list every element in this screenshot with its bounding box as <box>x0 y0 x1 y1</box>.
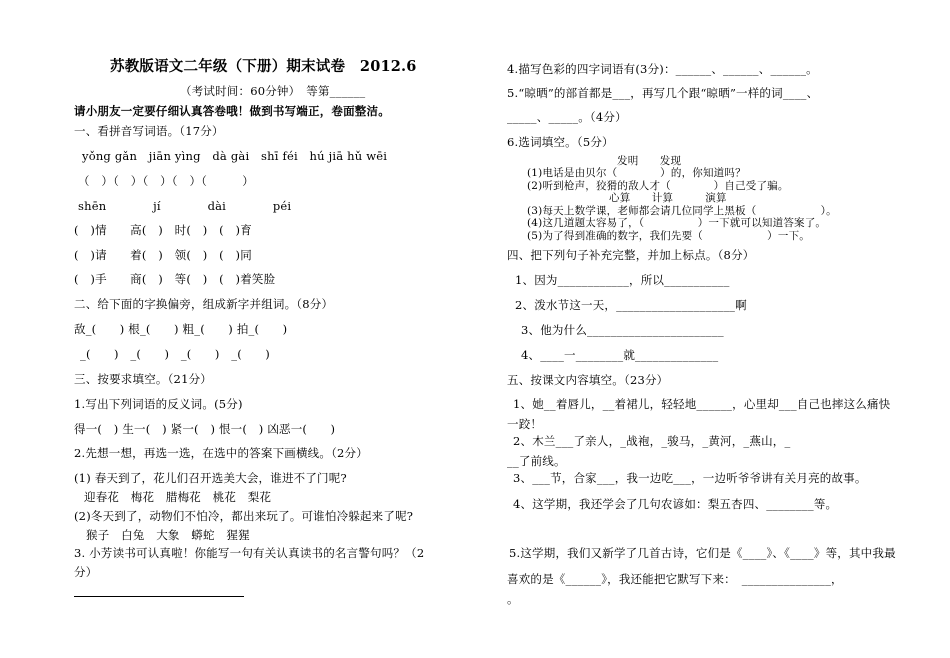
sentence-6-2: (2)听到枪声，狡猾的敌人才（ ）自己受了骗。 <box>527 180 789 192</box>
sentence-5-5a: 5.这学期，我们又新学了几首古诗，它们是《____》、《____》等，其中我最 <box>509 546 896 560</box>
sentence-5-3: 3、___节，合家___，我一边吃___，一边听爷爷讲有关月亮的故事。 <box>513 471 867 485</box>
radical-row-1: 敌_( ) 根_( ) 粗_( ) 拍_( ) <box>74 322 288 336</box>
exam-subtitle: （考试时间：60分钟） 等第______ <box>180 84 366 98</box>
sentence-5-1a: 1、她__着唇儿，__着裙儿，轻轻地______，心里却___自己也摔这么痛快 <box>513 397 891 411</box>
sentence-6-4: (4)这几道题太容易了，（ ）一下就可以知道答案了。 <box>527 217 827 229</box>
sentence-5-5b: 喜欢的是《______》，我还能把它默写下来： _______________， <box>507 572 843 586</box>
sentence-6-5: (5)为了得到准确的数字，我们先要（ ）一下。 <box>527 230 810 242</box>
exam-title: 苏教版语文二年级（下册）期末试卷 2012.6 <box>110 58 417 75</box>
question-2: 2.先想一想，再选一选，在选中的答案下画横线。（2分） <box>74 446 368 460</box>
word-choices-2: 心算 计算 演算 <box>609 192 727 204</box>
sentence-5-2a: 2、木兰___了亲人，_战袍，_骏马，_黄河，_燕山，_ <box>513 434 791 448</box>
question-5-line-1: 5.“晾晒”的部首都是___，再写几个跟“晾晒”一样的词____、 <box>507 86 819 100</box>
section-2-heading: 二、给下面的字换偏旁，组成新字并组词。（8分） <box>74 297 334 311</box>
question-6: 6.选词填空。（5分） <box>507 135 614 149</box>
pinyin-row-2: shēn jí dài péi <box>78 199 292 213</box>
sentence-5-2b: __了前线。 <box>507 454 566 468</box>
section-3-heading: 三、按要求填空。（21分） <box>74 372 212 386</box>
fill-row-b: ( )请 着( ) 领( ) ( )同 <box>74 248 252 262</box>
section-5-heading: 五、按课文内容填空。（23分） <box>507 373 669 387</box>
sentence-4-4: 4、____一________就______________ <box>521 348 719 362</box>
question-2a-options: 迎春花 梅花 腊梅花 桃花 梨花 <box>84 490 272 504</box>
sentence-4-1: 1、因为____________，所以___________ <box>515 273 730 287</box>
question-2b: (2)冬天到了，动物们不怕冷，都出来玩了。可谁怕冷躲起来了呢? <box>74 509 414 523</box>
section-4-heading: 四、把下列句子补充完整，并加上标点。（8分） <box>507 248 755 262</box>
sentence-4-3: 3、他为什么_______________________ <box>521 323 724 337</box>
answer-line <box>74 596 244 597</box>
question-3-tail: 分） <box>74 565 98 579</box>
sentence-5-5c: 。 <box>507 592 519 606</box>
word-choices-1: 发明 发现 <box>617 155 682 167</box>
question-3: 3. 小芳读书可认真啦！你能写一句有关认真读书的名言警句吗？（2 <box>74 546 425 560</box>
sentence-6-1: (1)电话是由贝尔（ ）的，你知道吗？ <box>527 167 746 179</box>
question-1: 1.写出下列词语的反义词。(5分) <box>74 397 243 411</box>
sentence-6-3: (3)每天上数学课，老师都会请几位同学上黑板（ ）。 <box>527 205 837 217</box>
fill-row-c: ( )手 商( ) 等( ) ( )着笑脸 <box>74 272 276 286</box>
sentence-5-4: 4、这学期，我还学会了几句农谚如：梨五杏四、________等。 <box>513 497 838 511</box>
question-5-line-2: _____、_____。（4分） <box>507 110 627 124</box>
antonym-row: 得一( ) 生一( ) 紧一( ) 恨一( ) 凶恶一( ) <box>74 422 336 436</box>
section-1-heading: 一、看拼音写词语。（17分） <box>74 124 224 138</box>
question-2a: (1) 春天到了，花儿们召开选美大会，谁进不了门呢? <box>74 471 347 485</box>
question-2b-options: 猴子 白兔 大象 蟒蛇 猩猩 <box>86 528 250 542</box>
question-4: 4.描写色彩的四字词语有(3分)：______、______、______。 <box>507 62 818 76</box>
sentence-5-1b: 一跤！ <box>507 417 543 431</box>
pinyin-row-1: yǒng gǎn jiān yìng dà gài shī féi hú jiā hǔ wēi <box>82 149 388 163</box>
blank-row-1: （ ）（ ）（ ）（ ）（ ） <box>78 174 254 188</box>
sentence-4-2: 2、泼水节这一天，____________________啊 <box>515 298 747 312</box>
radical-row-2: _( ) _( ) _( ) _( ) <box>80 347 270 361</box>
exam-instruction: 请小朋友一定要仔细认真答卷哦！做到书写端正，卷面整洁。 <box>74 104 390 118</box>
fill-row-a: ( )情 高( ) 时( ) ( )育 <box>74 223 252 237</box>
